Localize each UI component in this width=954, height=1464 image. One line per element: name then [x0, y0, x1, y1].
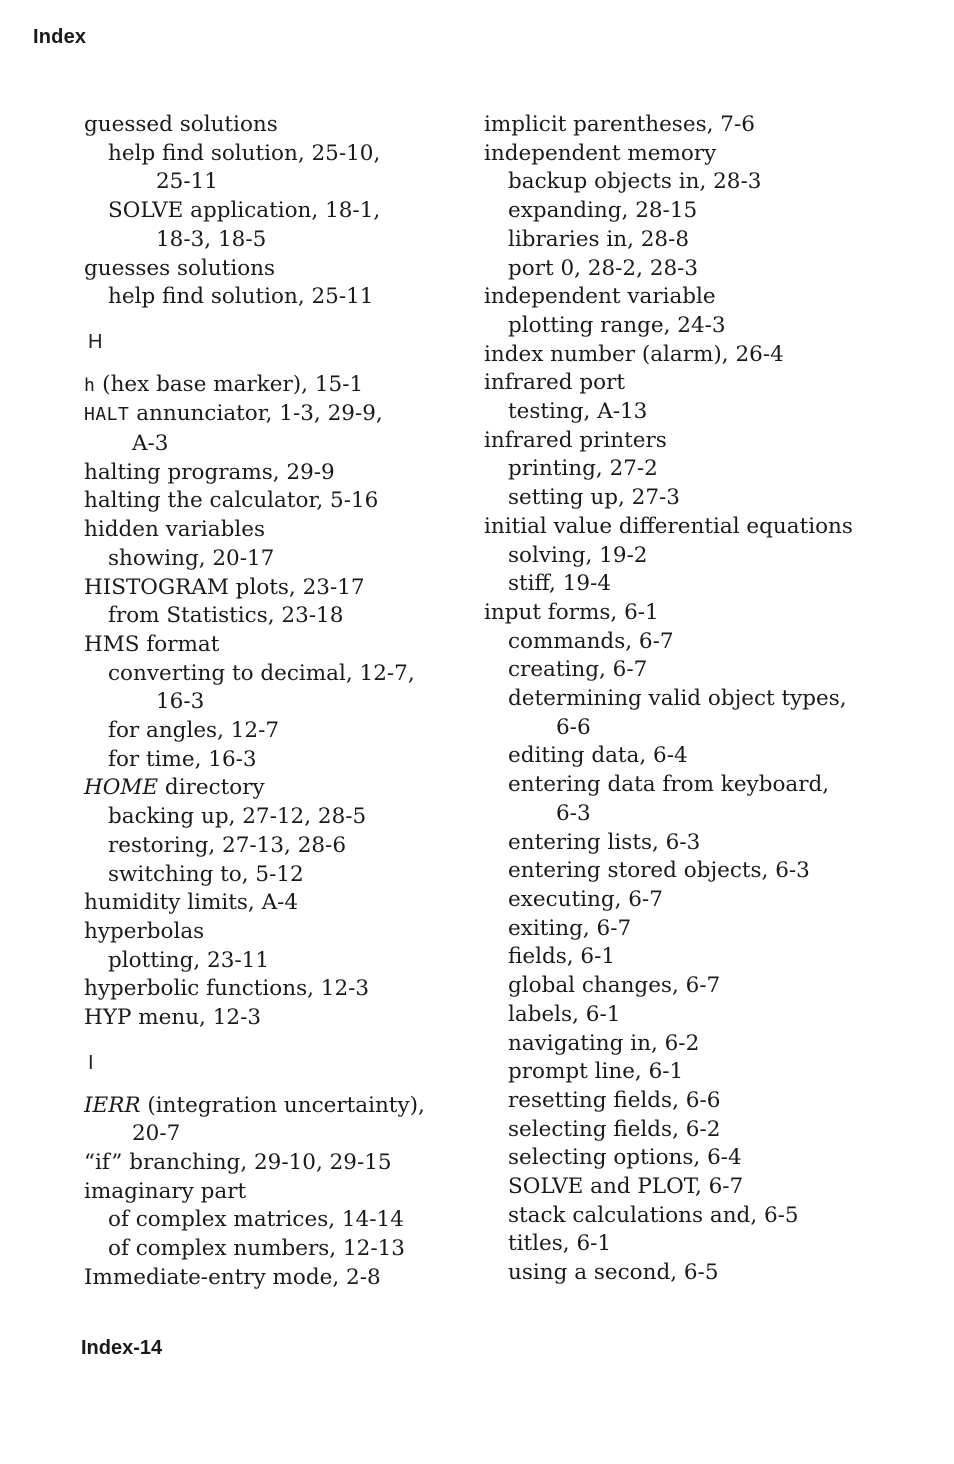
index-subentry [484, 915, 924, 944]
index-entry [484, 341, 924, 370]
entry-text: resetting fields, 6-6 [508, 1087, 721, 1113]
index-subentry [84, 602, 484, 631]
index-entry [84, 1004, 484, 1033]
entry-text: HMS format [84, 631, 220, 657]
entry-text: index number (alarm), 26-4 [484, 341, 784, 367]
index-subentry [84, 430, 484, 459]
entry-text: “if” branching, 29-10, 29-15 [84, 1149, 392, 1175]
entry-text: infrared printers [484, 427, 667, 453]
index-entry [84, 631, 484, 660]
entry-text: global changes, 6-7 [508, 973, 721, 999]
index-subentry [484, 197, 924, 226]
index-subentry [84, 283, 484, 312]
entry-text: printing, 27-2 [508, 456, 658, 482]
entry-text: restoring, 27-13, 28-6 [108, 832, 347, 858]
index-column-right [484, 111, 924, 1288]
entry-text: expanding, 28-15 [508, 198, 698, 224]
entry-text: input forms, 6-1 [484, 599, 659, 625]
entry-text: (integration uncertainty), [140, 1092, 425, 1118]
entry-text: imaginary part [84, 1178, 247, 1204]
entry-text: implicit parentheses, 7-6 [484, 112, 755, 137]
index-entry [84, 918, 484, 947]
index-entry [84, 516, 484, 545]
index-entry [84, 400, 484, 430]
index-entry [484, 283, 924, 312]
index-subentry [484, 455, 924, 484]
entry-text: 6-3 [556, 800, 591, 826]
entry-text: port 0, 28-2, 28-3 [508, 255, 699, 281]
entry-text: labels, 6-1 [508, 1001, 621, 1027]
entry-text: initial value differential equations [484, 513, 853, 539]
entry-text: humidity limits, A-4 [84, 890, 299, 916]
entry-text: 6-6 [556, 714, 591, 740]
index-subentry [484, 857, 924, 886]
running-head: Index [33, 26, 87, 48]
index-subentry [484, 1058, 924, 1087]
entry-text: guesses solutions [84, 255, 276, 281]
index-subentry [84, 197, 484, 226]
index-subentry [484, 398, 924, 427]
entry-text: setting up, 27-3 [508, 485, 680, 511]
index-subentry [484, 570, 924, 599]
entry-text: hyperbolas [84, 918, 205, 944]
index-subentry [84, 746, 484, 775]
entry-text: entering lists, 6-3 [508, 829, 701, 855]
entry-text: executing, 6-7 [508, 886, 663, 912]
index-subentry [484, 1087, 924, 1116]
index-subentry [484, 1116, 924, 1145]
index-column-left [84, 111, 484, 1292]
entry-text: HYP menu, 12-3 [84, 1005, 262, 1031]
index-subentry [484, 226, 924, 255]
entry-text: plotting, 23-11 [108, 947, 269, 973]
index-subentry [484, 685, 924, 714]
index-subentry [84, 226, 484, 255]
entry-text: hyperbolic functions, 12-3 [84, 976, 370, 1002]
entry-text: using a second, 6-5 [508, 1260, 719, 1286]
index-entry [84, 255, 484, 284]
entry-text: navigating in, 6-2 [508, 1030, 700, 1056]
entry-text: directory [158, 775, 265, 801]
index-subentry [484, 943, 924, 972]
italic-term: HOME [84, 775, 159, 801]
index-subentry [84, 947, 484, 976]
index-subentry [84, 717, 484, 746]
entry-text: Immediate-entry mode, 2-8 [84, 1264, 381, 1290]
index-entry [84, 487, 484, 516]
index-subentry [484, 972, 924, 1001]
index-subentry [84, 140, 484, 169]
entry-text: showing, 20-17 [108, 545, 275, 571]
entry-text: for time, 16-3 [108, 746, 257, 772]
index-entry [484, 369, 924, 398]
index-entry [84, 889, 484, 918]
index-subentry [84, 688, 484, 717]
entry-text: solving, 19-2 [508, 542, 648, 568]
index-entry [84, 371, 484, 401]
index-subentry [484, 771, 924, 800]
index-subentry [84, 1206, 484, 1235]
italic-term: IERR [84, 1092, 141, 1118]
entry-text: stack calculations and, 6-5 [508, 1202, 799, 1228]
entry-text: testing, A-13 [508, 399, 648, 425]
entry-text: stiff, 19-4 [508, 571, 612, 597]
index-subentry [484, 714, 924, 743]
index-subentry [84, 1235, 484, 1264]
entry-text: entering data from keyboard, [508, 772, 830, 798]
entry-text: backup objects in, 28-3 [508, 169, 762, 195]
index-subentry [484, 1030, 924, 1059]
index-subentry [484, 484, 924, 513]
entry-text: exiting, 6-7 [508, 915, 632, 941]
index-entry [84, 1178, 484, 1207]
index-entry [84, 1149, 484, 1178]
entry-text: HISTOGRAM plots, 23-17 [84, 574, 365, 600]
index-subentry [484, 800, 924, 829]
entry-text: SOLVE and PLOT, 6-7 [508, 1174, 744, 1200]
entry-text: halting programs, 29-9 [84, 459, 335, 485]
entry-text: fields, 6-1 [508, 944, 616, 970]
entry-text: titles, 6-1 [508, 1231, 612, 1257]
index-entry [484, 140, 924, 169]
index-subentry [484, 1230, 924, 1259]
index-entry [84, 111, 484, 140]
index-subentry [484, 886, 924, 915]
entry-text: independent variable [484, 284, 716, 310]
entry-text: creating, 6-7 [508, 657, 648, 683]
entry-text: of complex matrices, 14-14 [108, 1207, 404, 1233]
entry-text: independent memory [484, 140, 717, 166]
entry-text: infrared port [484, 370, 625, 396]
entry-text: 25-11 [156, 169, 218, 195]
entry-text: prompt line, 6-1 [508, 1059, 684, 1085]
entry-text: guessed solutions [84, 112, 278, 137]
index-entry [484, 111, 924, 140]
index-subentry [84, 1120, 484, 1149]
index-subentry [484, 1259, 924, 1288]
section-letter: H [88, 330, 103, 353]
index-entry [84, 774, 484, 803]
entry-text: (hex base marker), 15-1 [95, 371, 364, 397]
index-subentry [84, 660, 484, 689]
index-subentry [484, 168, 924, 197]
entry-text: entering stored objects, 6-3 [508, 858, 810, 884]
index-entry [84, 1264, 484, 1293]
entry-text: for angles, 12-7 [108, 718, 280, 744]
entry-text: plotting range, 24-3 [508, 312, 726, 338]
index-subentry [484, 829, 924, 858]
index-subentry [84, 803, 484, 832]
index-subentry [84, 832, 484, 861]
entry-text: 20-7 [132, 1121, 181, 1147]
index-entry [84, 574, 484, 603]
index-subentry [84, 861, 484, 890]
entry-text: 18-3, 18-5 [156, 226, 267, 252]
entry-text: annunciator, 1-3, 29-9, [129, 401, 383, 427]
entry-text: SOLVE application, 18-1, [108, 198, 381, 224]
entry-text: help find solution, 25-10, [108, 140, 381, 166]
index-subentry [484, 312, 924, 341]
entry-text: libraries in, 28-8 [508, 226, 690, 252]
index-subentry [484, 742, 924, 771]
entry-text: selecting options, 6-4 [508, 1145, 742, 1171]
entry-text: editing data, 6-4 [508, 743, 688, 769]
index-subentry [484, 1001, 924, 1030]
index-entry [84, 975, 484, 1004]
index-subentry [484, 542, 924, 571]
index-subentry [484, 1202, 924, 1231]
index-subentry [84, 545, 484, 574]
entry-text: of complex numbers, 12-13 [108, 1236, 405, 1262]
index-subentry [484, 1144, 924, 1173]
code-term: h [84, 374, 96, 396]
index-entry [84, 1092, 484, 1121]
entry-text: converting to decimal, 12-7, [108, 660, 415, 686]
entry-text: commands, 6-7 [508, 628, 674, 654]
index-entry [84, 459, 484, 488]
section-letter: I [88, 1051, 94, 1074]
entry-text: 16-3 [156, 689, 205, 715]
index-subentry [484, 1173, 924, 1202]
entry-text: from Statistics, 23-18 [108, 603, 344, 629]
entry-text: hidden variables [84, 517, 265, 543]
index-subentry [484, 628, 924, 657]
index-subentry [484, 255, 924, 284]
entry-text: switching to, 5-12 [108, 861, 304, 887]
code-term: HALT [84, 404, 130, 426]
entry-text: backing up, 27-12, 28-5 [108, 804, 367, 830]
index-subentry [84, 168, 484, 197]
entry-text: selecting fields, 6-2 [508, 1116, 721, 1142]
index-entry [484, 513, 924, 542]
entry-text: help find solution, 25-11 [108, 284, 374, 310]
entry-text: determining valid object types, [508, 686, 847, 712]
index-subentry [484, 656, 924, 685]
index-entry [484, 427, 924, 456]
page-number: Index-14 [81, 1337, 163, 1359]
index-entry [484, 599, 924, 628]
entry-text: halting the calculator, 5-16 [84, 488, 379, 514]
entry-text: A-3 [132, 431, 169, 457]
